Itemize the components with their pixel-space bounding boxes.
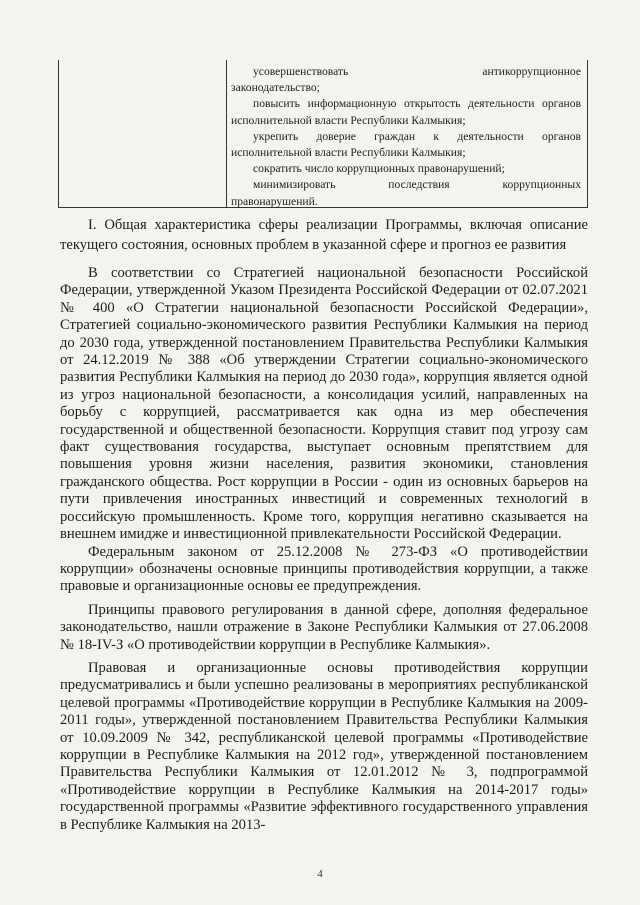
table-item-2: повысить информационную открытость деятельности органов исполнительной власти Республики Калмыкия; <box>231 97 581 127</box>
table-item-5-cont: правонарушений. <box>231 194 318 208</box>
table-item-4: сократить число коррупционных правонарушений; <box>253 162 505 176</box>
page-number: 4 <box>317 868 323 880</box>
table-item-1: усовершенствовать антикоррупционное <box>253 65 581 78</box>
paragraph-2: Федеральным законом от 25.12.2008 № 273-ФЗ «О противодействии коррупции» обозначены основные принципы противодействия коррупции, а также правовые и организационные основы ее предупреждения. <box>60 543 588 595</box>
table-cell-goals <box>231 64 581 210</box>
table-item-5: минимизировать последствия коррупционных <box>253 178 581 192</box>
paragraph-4: Правовая и организационные основы противодействия коррупции предусматривались и были успешно реализованы в мероприятиях республиканской целевой программы «Противодействие коррупции в Республике Калмыкия на 2009-2011 годы», утвержденной постановлением Правительства Республики Калмыкия от 10.09.2009 № 342, республиканской целевой программы «Противодействие коррупции в Республике Калмыкия на 2012 год», утвержденной постановлением Правительства Республики Калмыкия от 12.01.2012 № 3, подпрограммой «Противодействие коррупции в Республике Калмыкия на 2014-2017 годы» государственной программы «Развитие эффективного государственного управления в Республике Калмыкия на 2013- <box>60 659 588 833</box>
table-item-3: укрепить доверие граждан к деятельности органов исполнительной власти Республики Калмыкия; <box>231 129 581 160</box>
table-fragment <box>58 60 588 208</box>
section-heading: I. Общая характеристика сферы реализации Программы, включая описание текущего состояния, основных проблем в указанной сфере и прогноз ее развития <box>60 217 588 253</box>
table-column-divider <box>226 60 227 207</box>
paragraph-1: В соответствии со Стратегией национальной безопасности Российской Федерации, утвержденной Указом Президента Российской Федерации от 02.07.2021 № 400 «О Стратегии национальной безопасности Российской Федерации», Стратегией социально-экономического развития Республики Калмыкия на период до 2030 года, утвержденной постановлением Правительства Республики Калмыкия от 24.12.2019 № 388 «Об утверждении Стратегии социально-экономического развития Республики Калмыкия на период до 2030 года», коррупция является одной из угроз национальной безопасности, а консолидация усилий, направленных на борьбу с коррупцией, рассматривается как одна из мер обеспечения государственной и общественной безопасности. Коррупция ставит под угрозу сам факт существования государства, выступает основным препятствием для повышения уровня жизни населения, развития экономики, становления гражданского общества. Рост коррупции в России - один из основных барьеров на пути привлечения иностранных инвестиций и современных технологий в российскую промышленность. Кроме того, коррупция негативно сказывается на внешнем имидже и инвестиционной привлекательности Российской Федерации. <box>60 265 588 543</box>
table-item-1-cont: законодательство; <box>231 81 320 95</box>
paragraph-3: Принципы правового регулирования в данной сфере, дополняя федеральное законодательство, нашли отражение в Законе Республики Калмыкия от 27.06.2008 № 18-IV-З «О противодействии коррупции в Республике Калмыкия». <box>60 601 588 653</box>
body-text <box>60 265 588 834</box>
